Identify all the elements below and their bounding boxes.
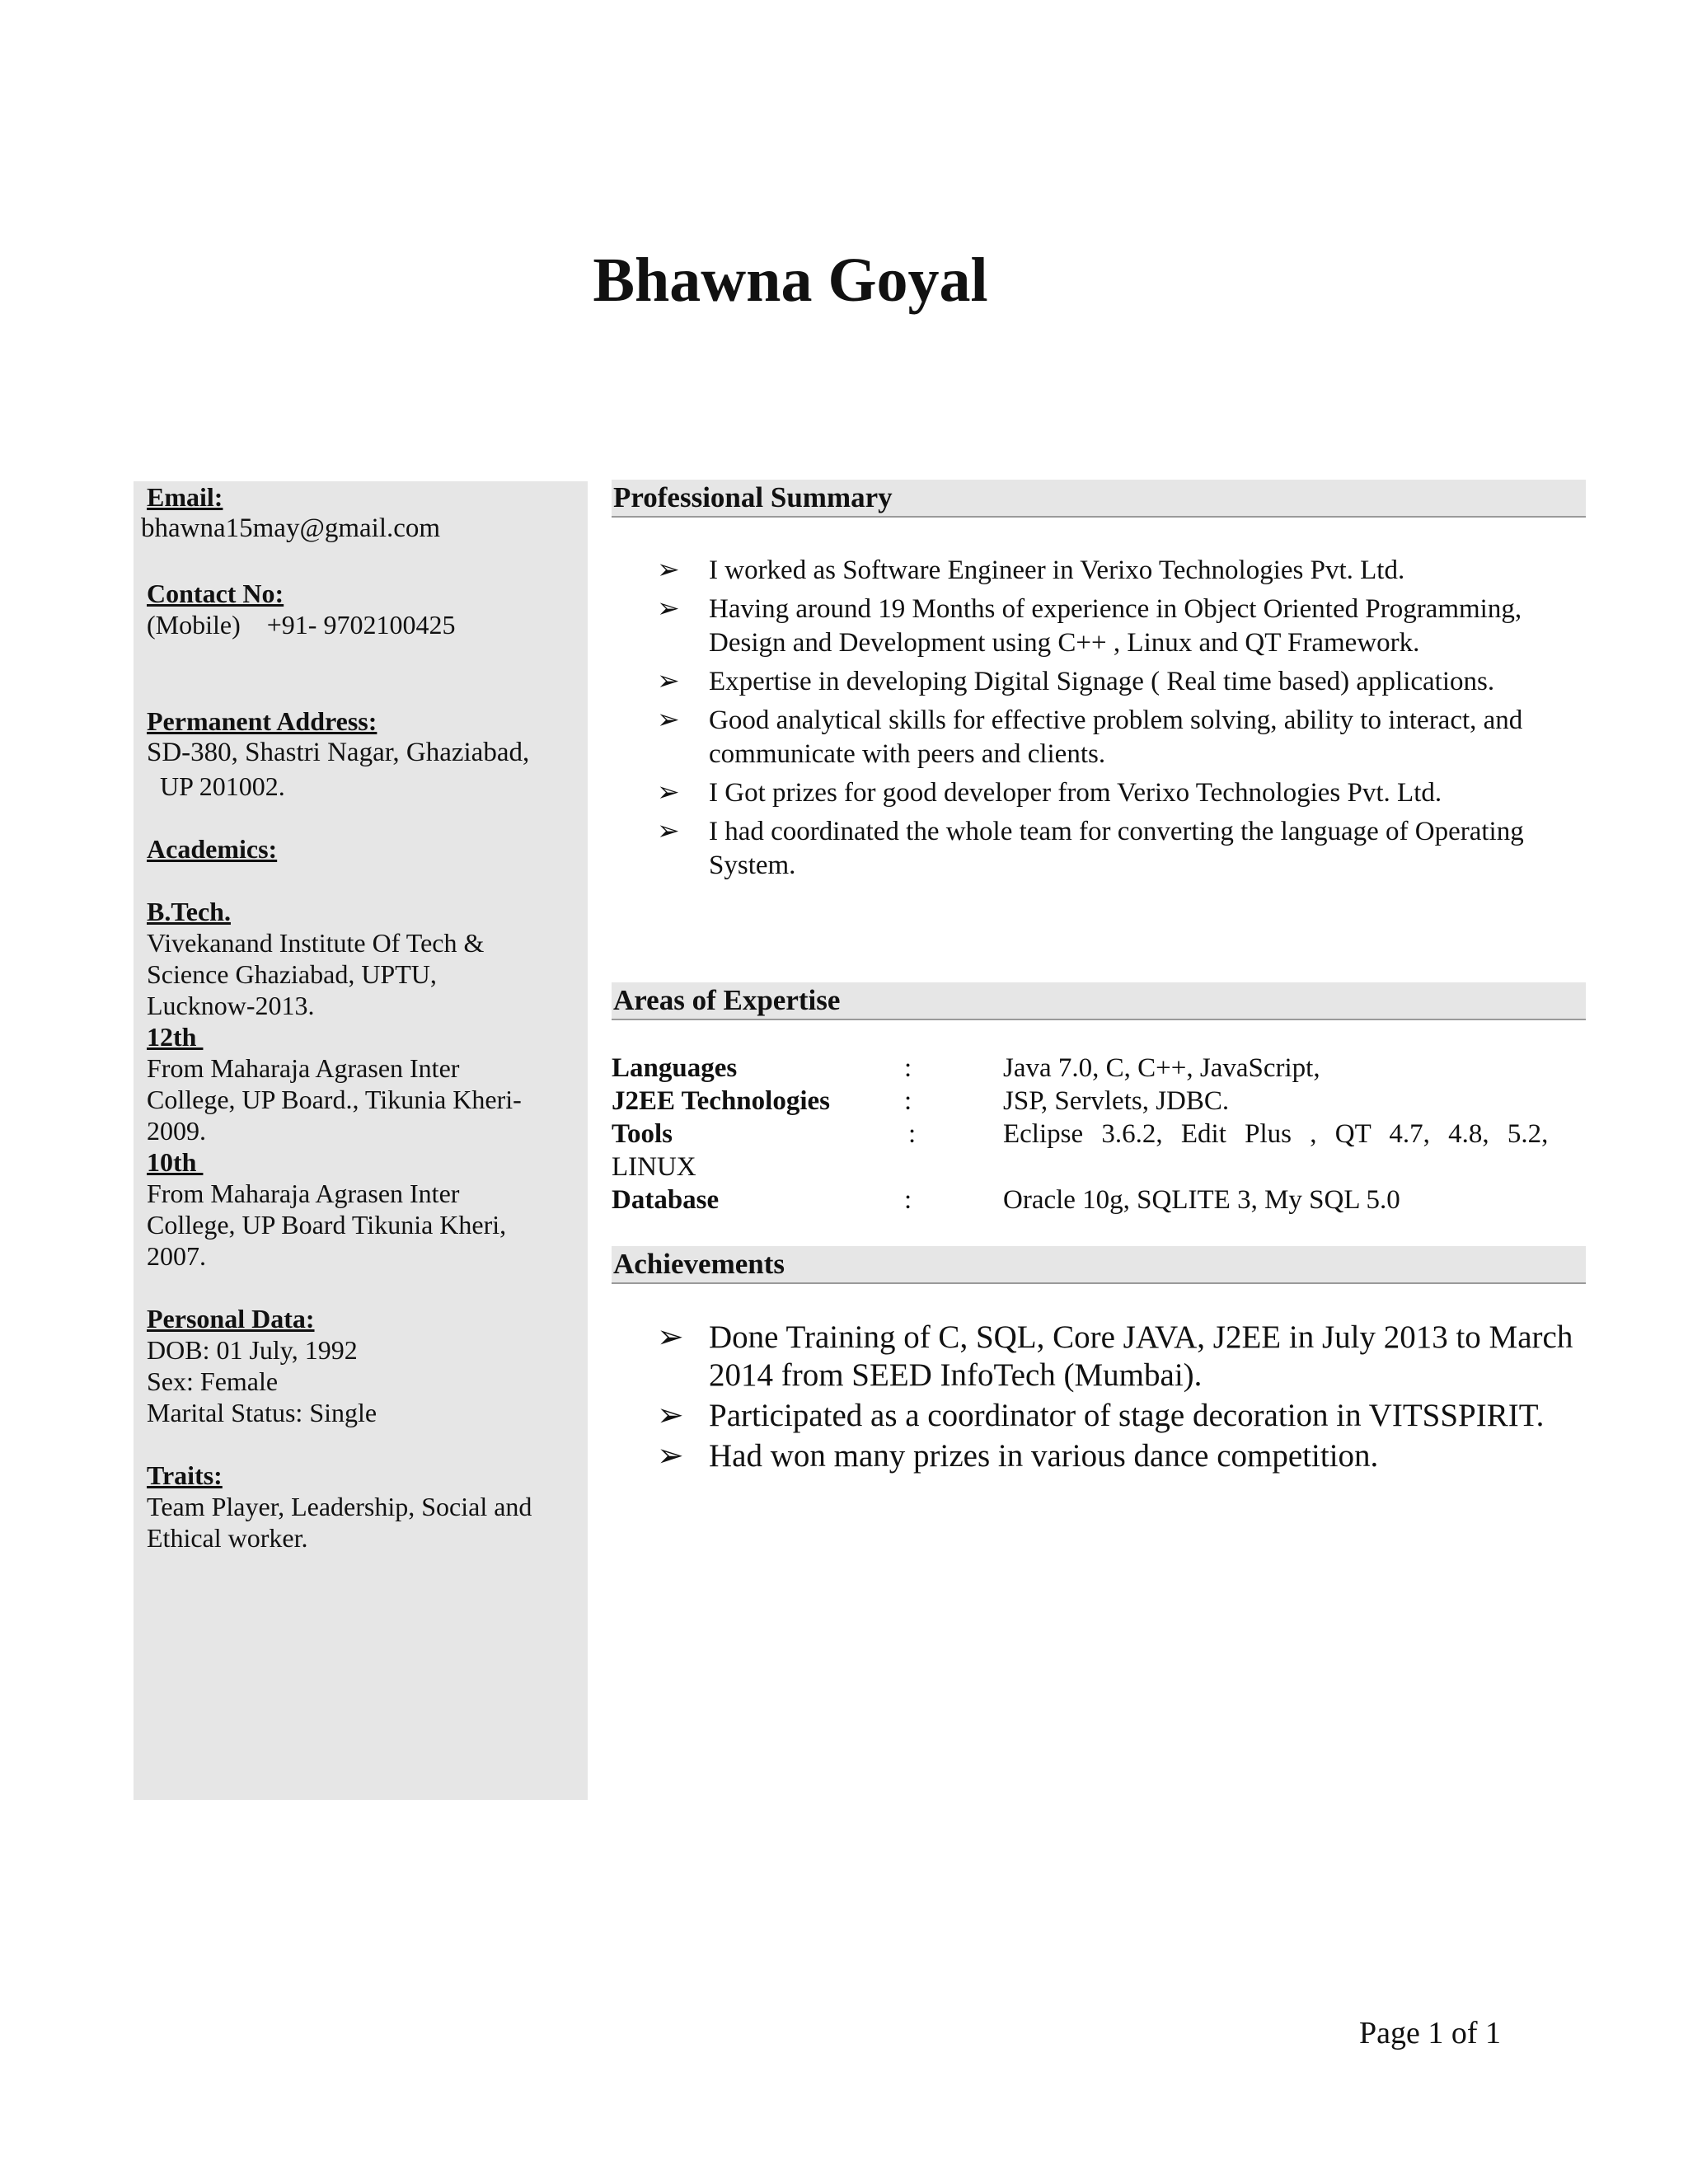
list-item-text: I had coordinated the whole team for converting the language of Operating System. (709, 817, 1524, 880)
btech-line: Lucknow-2013. (147, 991, 315, 1020)
traits-line: Team Player, Leadership, Social and (147, 1492, 532, 1521)
section-title: Areas of Expertise (613, 984, 841, 1016)
personal-line: Sex: Female (147, 1366, 279, 1396)
btech-line: Vivekanand Institute Of Tech & (147, 928, 485, 958)
expertise-row (612, 1085, 1586, 1118)
tenth-label: 10th (147, 1147, 204, 1177)
list-item-text: I Got prizes for good developer from Verixo Technologies Pvt. Ltd. (709, 778, 1442, 808)
traits-label: Traits: (147, 1460, 223, 1490)
arrow-bullet-icon: ➢ (657, 817, 680, 846)
page-number: Page 1 of 1 (1359, 2016, 1502, 2050)
list-item (612, 1397, 1586, 1435)
expertise-colon: : (908, 1119, 917, 1149)
expertise-value: Java 7.0, C, C++, JavaScript, (1003, 1053, 1320, 1083)
btech-line: Science Ghaziabad, UPTU, (147, 959, 437, 989)
candidate-name: Bhawna Goyal (593, 246, 988, 315)
expertise-colon: : (904, 1185, 912, 1215)
personal-data-label: Personal Data: (147, 1304, 315, 1333)
summary-list (612, 554, 1586, 888)
arrow-bullet-icon: ➢ (657, 667, 680, 696)
personal-line: Marital Status: Single (147, 1398, 377, 1427)
list-item (612, 815, 1586, 883)
twelfth-line: 2009. (147, 1116, 206, 1146)
arrow-bullet-icon: ➢ (657, 778, 680, 808)
personal-line: DOB: 01 July, 1992 (147, 1335, 358, 1365)
list-item-text: Expertise in developing Digital Signage ( Real time based) applications. (709, 667, 1495, 696)
arrow-bullet-icon: ➢ (657, 1319, 684, 1355)
list-item-text: Had won many prizes in various dance competition. (709, 1438, 1379, 1474)
expertise-label: Database (612, 1185, 720, 1215)
list-item-text: Good analytical skills for effective problem solving, ability to interact, and communicate with peers and clients. (709, 705, 1523, 769)
twelfth-line: College, UP Board., Tikunia Kheri- (147, 1085, 522, 1114)
list-item (612, 704, 1586, 771)
address-label: Permanent Address: (147, 706, 377, 736)
expertise-row (612, 1052, 1586, 1085)
expertise-label: Tools (612, 1119, 673, 1149)
traits-line: Ethical worker. (147, 1523, 308, 1553)
list-item-text: Having around 19 Months of experience in Object Oriented Programming, Design and Development using C++ , Linux and QT Framework. (709, 594, 1522, 658)
btech-label: B.Tech. (147, 897, 231, 926)
expertise-value-continuation: LINUX (612, 1152, 696, 1182)
arrow-bullet-icon: ➢ (657, 705, 680, 735)
expertise-label: J2EE Technologies (612, 1086, 830, 1116)
academics-label: Academics: (147, 834, 278, 864)
achievements-list (612, 1319, 1586, 1478)
arrow-bullet-icon: ➢ (657, 1398, 684, 1433)
arrow-bullet-icon: ➢ (657, 555, 680, 585)
expertise-colon: : (904, 1053, 912, 1083)
expertise-value: JSP, Servlets, JDBC. (1003, 1086, 1230, 1116)
address-line-1: SD-380, Shastri Nagar, Ghaziabad, (147, 738, 530, 767)
list-item (612, 665, 1586, 699)
expertise-continuation-row (612, 1151, 1586, 1183)
address-line-2: UP 201002. (147, 771, 285, 801)
expertise-value: Oracle 10g, SQLITE 3, My SQL 5.0 (1003, 1185, 1400, 1215)
twelfth-label: 12th (147, 1022, 204, 1052)
expertise-value: Eclipse 3.6.2, Edit Plus , QT 4.7, 4.8, 5.2, (1003, 1119, 1549, 1149)
section-title: Achievements (613, 1248, 785, 1280)
email-label: Email: (147, 482, 223, 512)
arrow-bullet-icon: ➢ (657, 594, 680, 624)
section-header-professional-summary (612, 480, 1586, 518)
expertise-row (612, 1118, 1586, 1151)
list-item (612, 554, 1586, 588)
expertise-table (612, 1052, 1586, 1216)
list-item-text: Done Training of C, SQL, Core JAVA, J2EE in July 2013 to March 2014 from SEED InfoTech (Mumbai). (709, 1319, 1573, 1393)
tenth-line: From Maharaja Agrasen Inter (147, 1179, 460, 1208)
section-title: Professional Summary (613, 481, 893, 513)
section-header-achievements (612, 1246, 1586, 1284)
twelfth-line: From Maharaja Agrasen Inter (147, 1053, 460, 1083)
tenth-line: College, UP Board Tikunia Kheri, (147, 1210, 507, 1240)
expertise-row (612, 1183, 1586, 1216)
contact-label: Contact No: (147, 579, 284, 608)
list-item (612, 593, 1586, 660)
section-header-areas-of-expertise (612, 982, 1586, 1020)
email-value: bhawna15may@gmail.com (141, 513, 441, 543)
expertise-colon: : (904, 1086, 912, 1116)
list-item (612, 776, 1586, 810)
arrow-bullet-icon: ➢ (657, 1438, 684, 1474)
list-item-text: I worked as Software Engineer in Verixo Technologies Pvt. Ltd. (709, 555, 1405, 585)
contact-value: (Mobile) +91- 9702100425 (147, 610, 456, 640)
expertise-label: Languages (612, 1053, 738, 1083)
list-item (612, 1437, 1586, 1475)
list-item (612, 1319, 1586, 1394)
tenth-line: 2007. (147, 1241, 206, 1271)
list-item-text: Participated as a coordinator of stage decoration in VITSSPIRIT. (709, 1398, 1545, 1433)
